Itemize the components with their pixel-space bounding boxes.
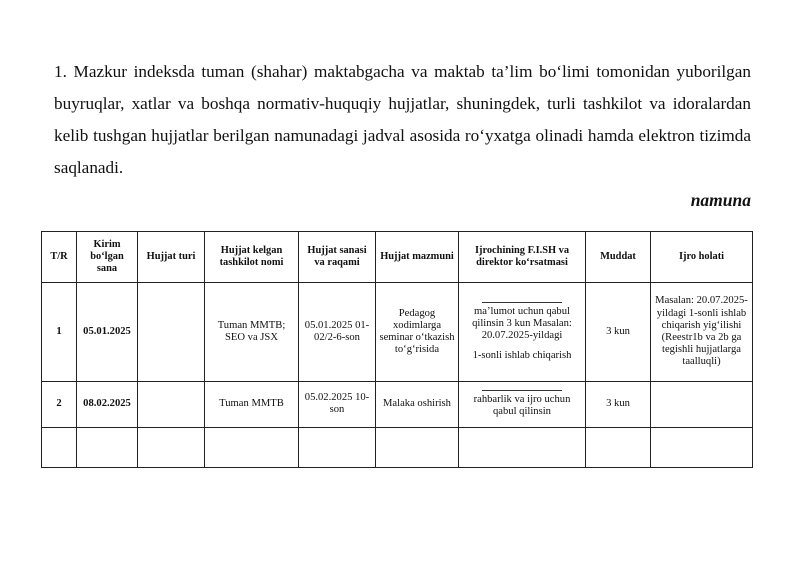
- signature-line: [482, 390, 562, 391]
- intro-paragraph: 1. Mazkur indeksda tuman (shahar) maktabgacha va maktab ta’lim bo‘limi tomonidan yuborilgan buyruqlar, xatlar va boshqa normativ-huquqiy hujjatlar, shuningdek, turli tashkilot va idoralardan kelib tushgan hujjatlar berilgan namunadagi jadval asosida ro‘yxatga olinadi hamda elektron tizimda saqlanadi.: [54, 62, 751, 177]
- header-ijrochi: Ijrochining F.I.SH va direktor ko‘rsatmasi: [459, 232, 586, 283]
- row1-tr: 1: [42, 283, 77, 381]
- empty-cell: [459, 427, 586, 467]
- row2-mazmuni: Malaka oshirish: [376, 381, 459, 427]
- row1-kirim: 05.01.2025: [77, 283, 138, 381]
- empty-cell: [586, 427, 651, 467]
- header-kirim-sana: Kirim bo‘lgan sana: [77, 232, 138, 283]
- row1-ijrochi-text: ma’lumot uchun qabul qilinsin 3 kun Masalan: 20.07.2025-yildagi: [472, 305, 572, 341]
- row2-kirim: 08.02.2025: [77, 381, 138, 427]
- row1-ijrochi: [459, 283, 586, 381]
- row1-muddat: 3 kun: [586, 283, 651, 381]
- header-ijro-holati: Ijro holati: [651, 232, 753, 283]
- header-row: [42, 232, 753, 283]
- empty-cell: [376, 427, 459, 467]
- row2-ijrochi-text: rahbarlik va ijro uchun qabul qilinsin: [473, 394, 571, 418]
- row2-tashkilot: Tuman MMTB: [205, 381, 299, 427]
- empty-row: [42, 427, 753, 467]
- sample-label: namuna: [690, 190, 751, 210]
- row1-holati: Masalan: 20.07.2025-yildagi 1-sonli ishlab chiqarish yig‘ilishi (Reestr1b va 2b ga tegishli hujjatlarga taalluqli): [651, 283, 753, 381]
- empty-cell: [651, 427, 753, 467]
- row1-ijrochi-extra: 1-sonli ishlab chiqarish: [472, 350, 572, 362]
- signature-line: [482, 302, 562, 303]
- header-muddat: Muddat: [586, 232, 651, 283]
- row1-sana: 05.01.2025 01-02/2-6-son: [299, 283, 376, 381]
- row2-turi: [138, 381, 205, 427]
- header-sana-raqam: Hujjat sanasi va raqami: [299, 232, 376, 283]
- header-tashkilot: Hujjat kelgan tashkilot nomi: [205, 232, 299, 283]
- table-row: [42, 381, 753, 427]
- header-tr: T/R: [42, 232, 77, 283]
- row2-holati: [651, 381, 753, 427]
- empty-cell: [205, 427, 299, 467]
- row2-sana: 05.02.2025 10-son: [299, 381, 376, 427]
- table-row: [42, 283, 753, 381]
- header-hujjat-turi: Hujjat turi: [138, 232, 205, 283]
- empty-cell: [299, 427, 376, 467]
- document-register-table: [41, 231, 753, 468]
- header-mazmuni: Hujjat mazmuni: [376, 232, 459, 283]
- empty-cell: [138, 427, 205, 467]
- row2-ijrochi: [459, 381, 586, 427]
- row1-tashkilot: Tuman MMTB; SEO va JSX: [205, 283, 299, 381]
- empty-cell: [42, 427, 77, 467]
- empty-cell: [77, 427, 138, 467]
- row1-turi: [138, 283, 205, 381]
- row2-tr: 2: [42, 381, 77, 427]
- row2-muddat: 3 kun: [586, 381, 651, 427]
- row1-mazmuni: Pedagog xodimlarga seminar o‘tkazish to‘g‘risida: [376, 283, 459, 381]
